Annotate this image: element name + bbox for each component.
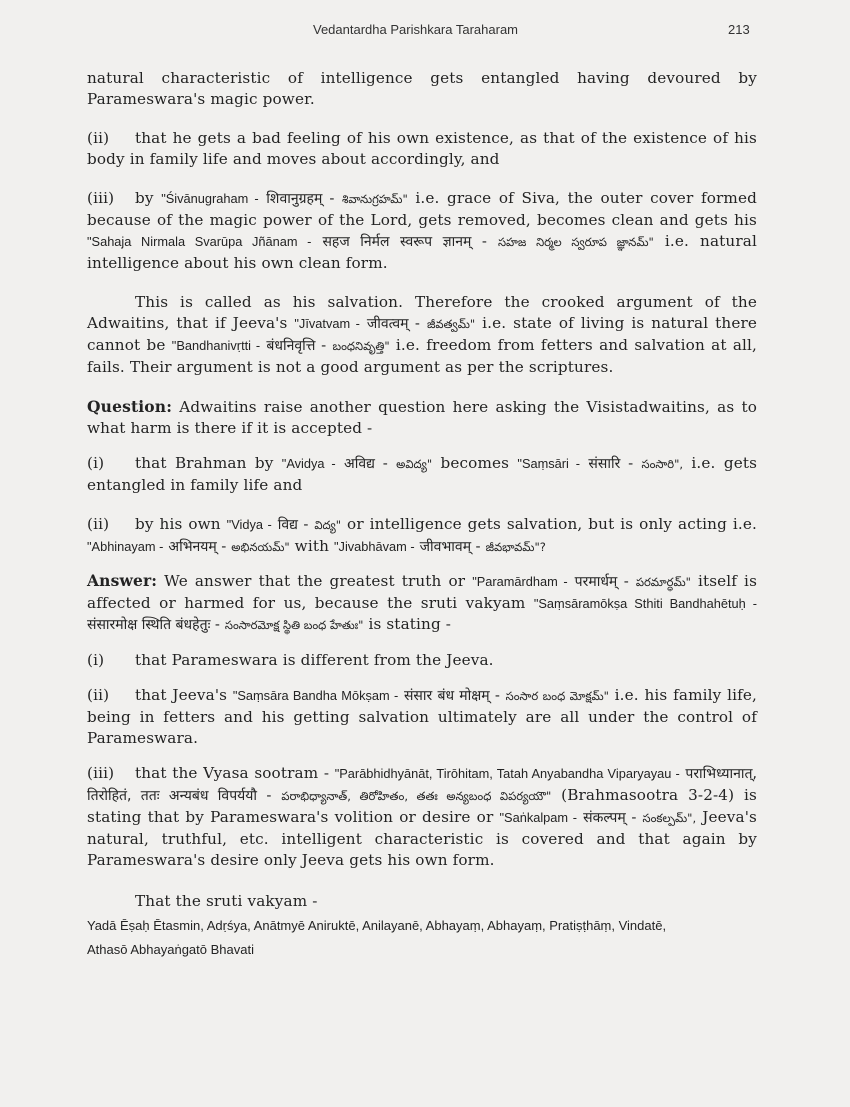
text-run: is stating - <box>368 615 452 633</box>
term-roman: "Saṃsāra Bandha Mōkṣam - <box>232 688 399 703</box>
text-run: by <box>135 189 154 207</box>
term-telugu: పరాభిధ్యానాత్, తిరోహితం, తతః అన్యబంధ విపర్యయౌ" <box>281 789 552 803</box>
term-telugu: సహజ నిర్మల స్వరూప జ్ఞానమ్" <box>497 235 654 249</box>
sruti-quote-line-2: Athasō Abhayaṅgatō Bhavati <box>87 942 254 957</box>
sruti-quote-line-1: Yadā Ēṣaḥ Ētasmin, Adṛśya, Anātmyē Aniruktē, Anilayanē, Abhayaṃ, Abhayaṃ, Pratiṣṭhāṃ, Vindatē, <box>87 918 667 933</box>
term-roman: "Jivabhāvam - <box>334 539 415 554</box>
term-devanagari: शिवानुग्रहम् - <box>266 191 335 207</box>
text-run: by his own <box>135 515 221 533</box>
text-run: This is called as his salvation. Therefore the crooked argument of the Adwaitins, that if Jeeva's <box>87 293 757 332</box>
term-telugu: పరమార్ధమ్" <box>635 575 691 589</box>
item-label: (i) <box>87 454 105 472</box>
answer-item-iii <box>87 763 757 871</box>
term-devanagari: जीवत्वम् - <box>366 316 420 332</box>
item-label: (ii) <box>87 129 110 147</box>
question-text: Adwaitins raise another question here asking the Visistadwaitins, as to what harm is there if it is accepted - <box>87 398 757 437</box>
term-roman: "Bandhanivṛtti - <box>171 338 261 353</box>
question-item-i <box>87 453 757 496</box>
term-telugu: అభినయమ్" <box>231 540 290 554</box>
item-text: that Parameswara is different from the Jeeva. <box>135 651 494 669</box>
term-telugu: జీవభావమ్"? <box>485 540 546 554</box>
term-roman: "Vidya - <box>226 517 272 532</box>
term-devanagari: संसारमोक्ष स्थिति बंधहेतुः - <box>87 617 220 633</box>
term-roman: "Śivānugraham - <box>161 191 259 206</box>
running-title: Vedantardha Parishkara Taraharam <box>313 22 518 37</box>
text-run: itself is affected or harmed for us, because the sruti vakyam <box>87 572 758 612</box>
term-devanagari: जीवभावम् - <box>419 539 481 555</box>
term-roman: "Parābhidhyānāt, Tirōhitam, Tatah Anyabandha Viparyayau - <box>334 766 680 781</box>
text-run: We answer that the greatest truth or <box>164 572 466 590</box>
term-roman: "Saṅkalpam - <box>499 810 578 825</box>
answer-paragraph <box>87 570 757 636</box>
page-header <box>0 22 850 40</box>
text-run: Jeeva's natural, truthful, etc. intelligent characteristic is covered and that again by Parameswara's desire only Jeeva gets his own form. <box>87 808 757 869</box>
text-run: that the Vyasa sootram - <box>135 764 330 782</box>
term-roman: "Saṃsāri - <box>517 456 581 471</box>
text-run: i.e. state of living is natural there cannot be <box>87 314 758 354</box>
text-run: becomes <box>440 454 510 472</box>
term-telugu: సంసారమోక్ష స్థితి బంధ హేతుః" <box>224 618 364 632</box>
text-run: that Jeeva's <box>135 686 228 704</box>
text-run: i.e. his family life, being in fetters and his getting salvation ultimately are all under the control of Parameswara. <box>87 686 758 747</box>
term-roman: "Paramārdham - <box>472 574 568 589</box>
term-telugu: అవిద్య" <box>396 457 433 471</box>
question-item-ii <box>87 514 757 558</box>
answer-item-ii <box>87 685 757 749</box>
term-devanagari: पराभिध्यानात्, तिरोहितं, ततः अन्यबंध विपर्ययौ - <box>87 766 757 804</box>
item-text: that he gets a bad feeling of his own existence, as that of the existence of his body in family life and moves about accordingly, and <box>87 129 757 168</box>
item-label: (iii) <box>87 764 115 782</box>
term-telugu: శివానుగ్రహమ్" <box>342 192 408 206</box>
term-telugu: జీవత్వమ్" <box>426 317 476 331</box>
answer-heading: Answer: <box>87 571 158 590</box>
term-devanagari: संसार बंध मोक्षम् - <box>403 688 500 704</box>
text-run: i.e. freedom from fetters and salvation at all, fails. Their argument is not a good argument as per the scriptures. <box>87 336 758 376</box>
term-roman: "Saṃsāramōkṣa Sthiti Bandhahētuḥ - <box>533 596 757 611</box>
term-telugu: సంకల్పమ్", <box>642 811 697 825</box>
question-heading: Question: <box>87 397 173 416</box>
text-run: i.e. natural intelligence about his own clean form. <box>87 232 757 272</box>
paragraph-salvation <box>87 292 757 378</box>
page-body <box>87 68 757 962</box>
term-devanagari: संकल्पम् - <box>583 810 637 826</box>
term-roman: "Sahaja Nirmala Svarūpa Jñānam - <box>87 234 312 249</box>
term-roman: "Abhinayam - <box>87 539 164 554</box>
term-telugu: బంధనివృత్తి" <box>332 339 390 353</box>
term-roman: "Avidya - <box>281 456 336 471</box>
term-devanagari: संसारि - <box>588 456 634 472</box>
paragraph-continuation: natural characteristic of intelligence gets entangled having devoured by Parameswara's magic power. <box>87 69 757 108</box>
question-paragraph <box>87 396 757 439</box>
text-run: (Brahmasootra 3-2-4) is stating that by Parameswara's volition or desire or <box>87 786 757 826</box>
term-devanagari: बंधनिवृत्ति - <box>266 338 327 354</box>
page-number: 213 <box>728 22 750 37</box>
item-label: (ii) <box>87 515 110 533</box>
term-telugu: సంసార బంధ మోక్షమ్" <box>505 689 609 703</box>
text-run: i.e. gets entangled in family life and <box>87 454 758 494</box>
item-label: (ii) <box>87 686 110 704</box>
term-telugu: విద్య" <box>314 518 342 532</box>
item-label: (i) <box>87 651 105 669</box>
list-item-ii <box>87 128 757 170</box>
answer-item-i <box>87 650 757 671</box>
term-telugu: సంసారి", <box>641 457 684 471</box>
text-run: i.e. grace of Siva, the outer cover formed because of the magic power of the Lord, gets removed, becomes clean and gets his <box>87 189 757 229</box>
term-devanagari: परमार्धम् - <box>574 574 629 590</box>
text-run: or intelligence gets salvation, but is only acting i.e. <box>347 515 758 533</box>
term-devanagari: सहज निर्मल स्वरूप ज्ञानम् - <box>322 234 487 250</box>
text-run: that Brahman by <box>135 454 274 472</box>
sruti-intro: That the sruti vakyam - <box>135 892 318 910</box>
term-roman: "Jīvatvam - <box>294 316 360 331</box>
term-devanagari: अविद्य - <box>344 456 388 472</box>
term-devanagari: अभिनयम् - <box>168 539 227 555</box>
item-label: (iii) <box>87 189 115 207</box>
list-item-iii <box>87 188 757 274</box>
term-devanagari: विद्य - <box>277 517 309 533</box>
text-run: with <box>294 537 330 555</box>
